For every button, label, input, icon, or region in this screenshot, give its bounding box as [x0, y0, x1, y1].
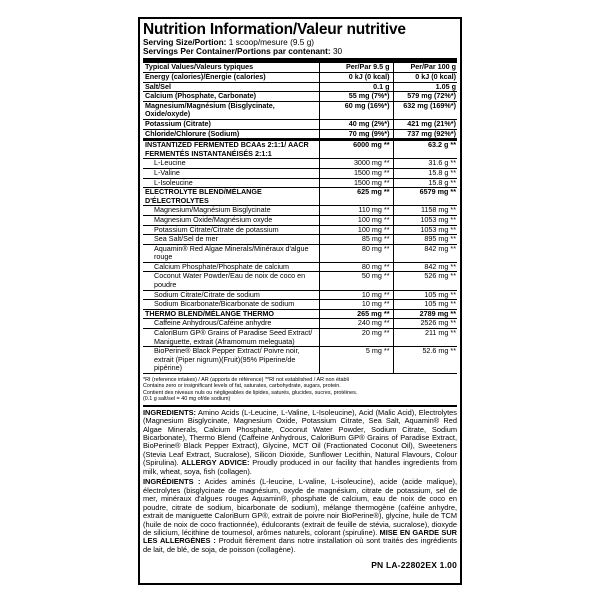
per-serving-value: 85 mg **	[319, 235, 393, 245]
per-100g-value: 1053 mg **	[393, 225, 457, 235]
nutrition-panel	[138, 17, 462, 585]
per-serving-value: 55 mg (7%*)	[319, 92, 393, 102]
per-serving-value: 80 mg **	[319, 244, 393, 262]
table-row	[143, 215, 457, 225]
allergy-en-label: ALLERGY ADVICE:	[178, 458, 250, 468]
per-100g-value: 421 mg (21%*)	[393, 119, 457, 129]
header-per-100: Per/Par 100 g	[393, 63, 457, 72]
per-serving-value: 0 kJ (0 kcal)	[319, 73, 393, 83]
table-row	[143, 140, 457, 159]
nutrient-name: Calcium Phosphate/Phosphate de calcium	[143, 262, 319, 272]
per-serving-value: 0.1 g	[319, 82, 393, 92]
per-serving-value: 3000 mg **	[319, 159, 393, 169]
nutrient-name: Magnesium/Magnésium (Bisglycinate, Oxide/oxyde)	[143, 101, 319, 119]
nutrient-name: L-Isoleucine	[143, 178, 319, 188]
per-100g-value: 632 mg (169%*)	[393, 101, 457, 119]
table-row	[143, 73, 457, 83]
ingredients-en-label: INGREDIENTS:	[143, 407, 196, 417]
table-row	[143, 92, 457, 102]
serving-size-label: Serving Size/Portion:	[143, 37, 227, 47]
per-serving-value: 10 mg **	[319, 290, 393, 300]
per-100g-value: 737 mg (92%*)	[393, 129, 457, 140]
nutrient-name: Calcium (Phosphate, Carbonate)	[143, 92, 319, 102]
per-serving-value: 100 mg **	[319, 225, 393, 235]
per-serving-value: 240 mg **	[319, 319, 393, 329]
allergy-fr-label: MISE EN GARDE SUR LES ALLERGÈNES :	[143, 527, 457, 546]
servings-value: 30	[330, 46, 343, 57]
table-row	[143, 206, 457, 216]
servings-per-container	[143, 47, 457, 56]
table-row	[143, 129, 457, 140]
per-serving-value: 10 mg **	[319, 300, 393, 310]
footnote-salt: (0.1 g salt/sel = 40 mg of/de sodium)	[143, 396, 231, 403]
per-100g-value: 6579 mg **	[393, 188, 457, 206]
per-100g-value: 63.2 g **	[393, 140, 457, 159]
footnote-contains-en: Contains zero or insignificant levels of fat, saturates, carbohydrate, sugars, protein.	[143, 383, 341, 390]
table-row	[143, 272, 457, 290]
ingredients-en	[143, 409, 457, 477]
table-row	[143, 347, 457, 374]
per-serving-value: 110 mg **	[319, 206, 393, 216]
table-row	[143, 329, 457, 347]
nutrient-name: ELECTROLYTE BLEND/MÉLANGE D'ÉLECTROLYTES	[143, 188, 319, 206]
per-serving-value: 6000 mg **	[319, 140, 393, 159]
nutrient-name: Chloride/Chlorure (Sodium)	[143, 129, 319, 140]
table-row	[143, 159, 457, 169]
per-serving-value: 625 mg **	[319, 188, 393, 206]
nutrient-name: Potassium (Citrate)	[143, 119, 319, 129]
nutrient-name: Sodium Bicarbonate/Bicarbonate de sodium	[143, 300, 319, 310]
nutrient-name: Sea Salt/Sel de mer	[143, 235, 319, 245]
footnote-ri: *RI (reference intakes) / AR (apports de référence) **RI not established / AR non établi	[143, 377, 349, 383]
per-100g-value: 895 mg **	[393, 235, 457, 245]
nutrient-name: BioPerine® Black Pepper Extract/ Poivre noir, extrait (Piper nigrum)(Fruit)(95% Piperine/de pipérine)	[143, 347, 319, 374]
per-100g-value: 211 mg **	[393, 329, 457, 347]
per-100g-value: 15.8 g **	[393, 168, 457, 178]
per-100g-value: 105 mg **	[393, 300, 457, 310]
nutrient-name: Aquamin® Red Algae Minerals/Minéraux d'algue rouge	[143, 244, 319, 262]
footnote-contains-fr: Contient des niveaux nuls ou négligeables de lipides, saturés, glucides, sucres, protéines.	[143, 389, 358, 396]
panel-title: Nutrition Information/Valeur nutritive	[143, 21, 406, 38]
nutrient-name: L-Leucine	[143, 159, 319, 169]
per-100g-value: 15.8 g **	[393, 178, 457, 188]
nutrient-name: Salt/Sel	[143, 82, 319, 92]
per-serving-value: 1500 mg **	[319, 178, 393, 188]
table-row	[143, 119, 457, 129]
per-serving-value: 50 mg **	[319, 272, 393, 290]
per-serving-value: 40 mg (2%*)	[319, 119, 393, 129]
nutrition-table	[143, 63, 457, 374]
product-number: PN LA-22802EX 1.00	[371, 560, 457, 571]
per-100g-value: 31.6 g **	[393, 159, 457, 169]
per-100g-value: 105 mg **	[393, 290, 457, 300]
servings-label: Servings Per Container/Portions par contenant:	[143, 46, 331, 57]
ingredients-fr	[143, 478, 457, 554]
per-serving-value: 80 mg **	[319, 262, 393, 272]
per-100g-value: 1.05 g	[393, 82, 457, 92]
allergy-en-text: Proudly produced in our facility that handles ingredients from milk, wheat, soya, fish (collagen).	[143, 458, 457, 476]
serving-size-value: 1 scoop/mesure (9.5 g)	[226, 37, 315, 47]
nutrient-name: Sodium Citrate/Citrate de sodium	[143, 290, 319, 300]
per-serving-value: 1500 mg **	[319, 168, 393, 178]
per-serving-value: 70 mg (9%*)	[319, 129, 393, 140]
ingredients-fr-label: INGRÉDIENTS :	[143, 477, 201, 487]
nutrient-name: L-Valine	[143, 168, 319, 178]
nutrient-name: THERMO BLEND/MÉLANGE THERMO	[143, 309, 319, 319]
table-row	[143, 101, 457, 119]
nutrient-name: Energy (calories)/Énergie (calories)	[143, 73, 319, 83]
per-serving-value: 100 mg **	[319, 215, 393, 225]
per-serving-value: 265 mg **	[319, 309, 393, 319]
ingredients-en-text: Amino Acids (L-Leucine, L-Valine, L-Isoleucine), Acid (Malic Acid), Electrolytes (Magnesium Bisglycinate, Magnesium Oxide, Potassium Citrate, Sea Salt, Aquamin® Red Algae Minerals, Calcium Phosphate, Coconut Water Powder, Sodium Citrate, Sodium Bicarbonate), Thermo Blend (Caffeine Anhydrous, CaloriBurn GP® Grains of Paradise Extract, BioPerine® Black Pepper Extract), Glycine, MCT Oil (Fractionated Coconut Oil), Sweeteners (Stevia Leaf Extract, Sucralose), Silicon Dioxide, Sunflower Lecithin, Natural Flavours, Colour (Spirulina).	[143, 407, 457, 468]
per-100g-value: 1158 mg **	[393, 206, 457, 216]
nutrient-name: Caffeine Anhydrous/Caféine anhydre	[143, 319, 319, 329]
nutrient-name: Potassium Citrate/Citrate de potassium	[143, 225, 319, 235]
footnotes	[143, 377, 457, 407]
per-serving-value: 5 mg **	[319, 347, 393, 374]
nutrient-name: Magnesium/Magnésium Bisglycinate	[143, 206, 319, 216]
per-100g-value: 2789 mg **	[393, 309, 457, 319]
table-row	[143, 244, 457, 262]
per-serving-value: 60 mg (16%*)	[319, 101, 393, 119]
per-100g-value: 2526 mg **	[393, 319, 457, 329]
nutrient-name: Magnesium Oxide/Magnésium oxyde	[143, 215, 319, 225]
per-100g-value: 526 mg **	[393, 272, 457, 290]
header-per-serving: Per/Par 9.5 g	[319, 63, 393, 72]
table-row	[143, 188, 457, 206]
table-row	[143, 235, 457, 245]
table-row	[143, 300, 457, 310]
nutrient-name: Coconut Water Powder/Eau de noix de coco en poudre	[143, 272, 319, 290]
per-100g-value: 1053 mg **	[393, 215, 457, 225]
per-100g-value: 579 mg (72%*)	[393, 92, 457, 102]
per-100g-value: 0 kJ (0 kcal)	[393, 73, 457, 83]
header-name: Typical Values/Valeurs typiques	[143, 63, 319, 72]
per-100g-value: 842 mg **	[393, 262, 457, 272]
allergy-fr-text: Produit fièrement dans notre installation où sont traités des ingrédients de lait, de blé, de soja, de poisson (collagène).	[143, 536, 457, 554]
table-row	[143, 168, 457, 178]
nutrient-name: CaloriBurn GP® Grains of Paradise Seed Extract/ Maniguette, extrait (Aframomum meleguata)	[143, 329, 319, 347]
per-100g-value: 842 mg **	[393, 244, 457, 262]
ingredients-fr-text: Acides aminés (L-leucine, L-valine, L-isoleucine), acide (acide malique), électrolytes (bisglycinate de magnésium, oxyde de magnésium, citrate de potassium, sel de mer, minéraux d'algues rouges Aquamin®, phosphate de calcium, eau de noix de coco en poudre, citrate de sodium, bicarbonate de sodium), mélange thermogène (caféine anhydre, extrait de maniguette CaloriBurn GP®, extrait de poivre noir BioPerine®), glycine, huile de TCM (huile de noix de coco fractionnée), édulcorants (extrait de feuille de stévia, sucralose), dioxyde de silicium, lécithine de tournesol, arômes naturels, colorant (spiruline).	[143, 477, 457, 537]
per-100g-value: 52.6 mg **	[393, 347, 457, 374]
per-serving-value: 20 mg **	[319, 329, 393, 347]
nutrient-name: INSTANTIZED FERMENTED BCAAs 2:1:1/ AACR FERMENTÉS INSTANTANÉISÉS 2:1:1	[143, 140, 319, 159]
